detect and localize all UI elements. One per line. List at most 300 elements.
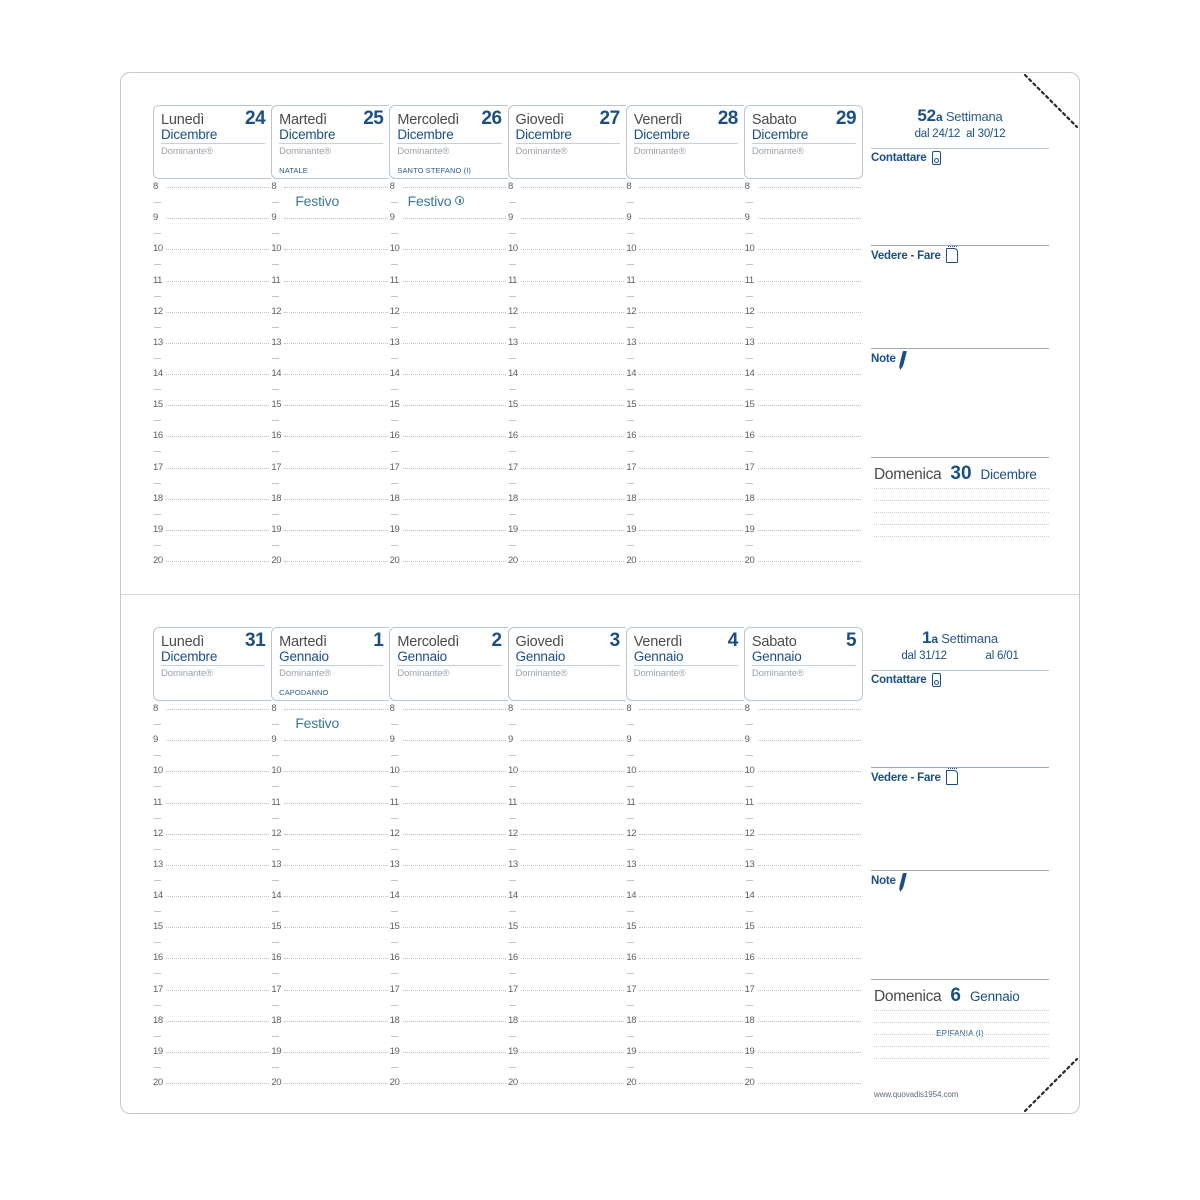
- hour-number: 14: [271, 890, 282, 901]
- hour-dotted-rule: [758, 740, 861, 741]
- hour-dotted-rule: [758, 896, 861, 897]
- hour-dotted-rule: [403, 990, 506, 991]
- week-number-suffix: a: [935, 110, 943, 124]
- hour-dotted-rule: [521, 1052, 624, 1053]
- hour-number: 14: [153, 890, 163, 901]
- hour-line-20: [271, 556, 387, 566]
- half-hour-tick: [391, 420, 398, 421]
- hour-dotted-rule: [403, 1021, 506, 1022]
- hour-column: [744, 181, 863, 566]
- half-hour-tick: [154, 202, 161, 203]
- day-header-martedì[interactable]: [271, 627, 389, 701]
- sunday-section[interactable]: [871, 458, 1049, 561]
- day-weekday-label: Mercoledì: [397, 112, 460, 128]
- hour-number: 14: [744, 890, 755, 901]
- half-hour-tick: [391, 514, 398, 515]
- vedere-fare-section[interactable]: [871, 768, 1049, 871]
- half-hour-tick: [746, 755, 753, 756]
- hour-line-11: [153, 276, 269, 286]
- half-hour-tick: [509, 973, 516, 974]
- hour-number: 18: [507, 1014, 518, 1026]
- hour-number: 12: [271, 305, 282, 317]
- half-hour-tick: [154, 514, 161, 515]
- hour-dotted-rule: [284, 927, 387, 928]
- hour-number: 12: [271, 827, 282, 839]
- hour-dotted-rule: [758, 468, 861, 469]
- half-hour-tick: [391, 451, 398, 452]
- hour-line-18: [390, 1016, 506, 1026]
- hour-number: 19: [153, 523, 163, 535]
- hour-line-16: [271, 431, 387, 441]
- hour-number: 13: [271, 336, 282, 348]
- hour-number: 17: [626, 461, 637, 473]
- hour-line-14: [508, 369, 624, 379]
- half-hour-tick: [272, 296, 279, 297]
- hour-line-9: [745, 735, 861, 745]
- half-hour-tick: [509, 755, 516, 756]
- sunday-rule-line: [874, 1058, 1049, 1059]
- hour-dotted-rule: [521, 436, 624, 437]
- hour-number: 13: [507, 336, 518, 348]
- hour-dotted-rule: [758, 374, 861, 375]
- half-hour-tick: [272, 973, 279, 974]
- half-hour-tick: [627, 514, 634, 515]
- half-hour-tick: [154, 545, 161, 546]
- hour-dotted-rule: [284, 1052, 387, 1053]
- hour-line-9: [390, 213, 506, 223]
- hour-number: 14: [271, 368, 282, 379]
- moon-phase-icon: [455, 196, 464, 205]
- hour-line-13: [508, 860, 624, 870]
- sunday-rule-line: [874, 1010, 1049, 1011]
- hour-column: [271, 703, 389, 1088]
- hour-line-13: [153, 338, 269, 348]
- hour-line-17: [153, 985, 269, 995]
- half-hour-tick: [154, 755, 161, 756]
- hour-line-9: [153, 735, 269, 745]
- half-hour-tick: [391, 849, 398, 850]
- hour-number: 16: [626, 430, 637, 442]
- hour-line-12: [271, 307, 387, 317]
- half-hour-tick: [154, 264, 161, 265]
- hour-number: 17: [744, 461, 755, 473]
- hour-dotted-rule: [758, 218, 861, 219]
- hour-dotted-rule: [166, 771, 269, 772]
- hour-number: 9: [389, 212, 395, 224]
- week-title: [871, 627, 1049, 671]
- day-weekday-label: Giovedì: [515, 112, 565, 128]
- pen-icon: [899, 873, 907, 888]
- sunday-rule-line: [874, 1034, 1049, 1035]
- hour-dotted-rule: [166, 1052, 269, 1053]
- half-hour-tick: [272, 327, 279, 328]
- half-hour-tick: [154, 327, 161, 328]
- day-weekday-label: Martedì: [279, 634, 327, 650]
- hour-dotted-rule: [758, 187, 861, 188]
- half-hour-tick: [391, 911, 398, 912]
- hour-dotted-rule: [403, 436, 506, 437]
- hour-dotted-rule: [521, 927, 624, 928]
- hour-dotted-rule: [284, 436, 387, 437]
- day-number: 27: [599, 108, 620, 129]
- week-number: 52: [917, 106, 936, 125]
- half-hour-tick: [627, 1036, 634, 1037]
- notepad-icon: [946, 770, 958, 785]
- hour-line-14: [271, 369, 387, 379]
- hour-dotted-rule: [521, 499, 624, 500]
- hour-column: [507, 703, 626, 1088]
- hour-number: 14: [626, 368, 637, 379]
- hour-line-20: [508, 1078, 624, 1088]
- day-number: 24: [245, 108, 266, 129]
- hour-number: 11: [744, 796, 754, 808]
- half-hour-tick: [391, 973, 398, 974]
- half-hour-tick: [509, 514, 516, 515]
- hour-number: 20: [744, 1077, 755, 1088]
- day-header-martedì[interactable]: [271, 105, 389, 179]
- day-header-top-row: [161, 630, 267, 649]
- hour-number: 20: [389, 1077, 400, 1088]
- hour-number: 15: [389, 921, 400, 933]
- day-holiday-label: CAPODANNO: [279, 688, 329, 697]
- hour-line-11: [508, 276, 624, 286]
- hour-line-17: [271, 985, 387, 995]
- hour-number: 13: [744, 336, 755, 348]
- hour-line-18: [626, 1016, 742, 1026]
- hour-dotted-rule: [166, 468, 269, 469]
- hour-number: 13: [626, 336, 637, 348]
- hour-dotted-rule: [639, 927, 742, 928]
- hour-line-19: [745, 1047, 861, 1057]
- sunday-weekday-label: Domenica: [874, 988, 942, 1005]
- hour-line-12: [153, 307, 269, 317]
- half-hour-tick: [154, 451, 161, 452]
- half-hour-tick: [509, 880, 516, 881]
- hour-line-15: [508, 400, 624, 410]
- vedere-fare-section[interactable]: [871, 246, 1049, 349]
- hour-line-17: [745, 985, 861, 995]
- day-header-venerdì[interactable]: [626, 105, 744, 179]
- hour-dotted-rule: [521, 249, 624, 250]
- hour-line-16: [745, 431, 861, 441]
- hour-number: 8: [744, 181, 750, 192]
- hour-number: 16: [507, 430, 518, 442]
- hour-line-13: [745, 338, 861, 348]
- hour-number: 8: [389, 703, 395, 714]
- hour-number: 18: [389, 1014, 400, 1026]
- hour-number: 13: [744, 858, 755, 870]
- hour-dotted-rule: [284, 374, 387, 375]
- hour-number: 11: [507, 796, 518, 808]
- day-headers: [153, 627, 863, 701]
- hour-number: 8: [271, 181, 277, 192]
- contattare-section[interactable]: [871, 149, 1049, 246]
- hour-number: 13: [626, 858, 637, 870]
- day-header-lunedì[interactable]: [153, 627, 271, 701]
- contattare-section[interactable]: [871, 671, 1049, 768]
- hour-line-10: [508, 766, 624, 776]
- hour-line-19: [390, 525, 506, 535]
- hour-dotted-rule: [639, 740, 742, 741]
- day-dominante-label: Dominante®: [397, 668, 450, 679]
- day-dominante-label: Dominante®: [161, 668, 213, 679]
- hour-number: 19: [389, 523, 400, 535]
- festivo-text: Festivo: [407, 192, 452, 209]
- hour-line-10: [271, 766, 387, 776]
- hour-dotted-rule: [758, 865, 861, 866]
- hour-line-17: [626, 985, 742, 995]
- hour-line-14: [626, 891, 742, 901]
- half-hour-tick: [391, 264, 398, 265]
- week-range-to: al 6/01: [985, 650, 1019, 662]
- day-headers: [153, 105, 863, 179]
- half-hour-tick: [154, 818, 161, 819]
- week-range-from: dal 31/12: [901, 650, 947, 662]
- half-hour-tick: [627, 724, 634, 725]
- hour-line-15: [390, 922, 506, 932]
- hour-dotted-rule: [403, 803, 506, 804]
- sunday-holiday-label: EPIFANIA (I): [936, 1029, 984, 1038]
- hour-number: 19: [507, 1045, 518, 1057]
- hour-dotted-rule: [639, 865, 742, 866]
- hour-line-9: [271, 213, 387, 223]
- week-range-to: al 30/12: [966, 128, 1006, 140]
- hour-column: [153, 181, 271, 566]
- hour-line-17: [390, 985, 506, 995]
- hour-dotted-rule: [521, 740, 624, 741]
- hour-dotted-rule: [403, 927, 506, 928]
- half-hour-tick: [154, 1067, 161, 1068]
- half-hour-tick: [154, 420, 161, 421]
- hour-number: 10: [626, 243, 637, 255]
- contattare-section-label: [871, 149, 1049, 165]
- day-month-label: Dicembre: [279, 127, 383, 144]
- hour-dotted-rule: [166, 374, 269, 375]
- half-hour-tick: [154, 1036, 161, 1037]
- day-weekday-label: Sabato: [751, 634, 797, 650]
- hour-line-18: [153, 1016, 269, 1026]
- day-weekday-label: Sabato: [751, 112, 797, 128]
- hour-dotted-rule: [284, 990, 387, 991]
- hour-number: 18: [744, 492, 755, 504]
- hour-number: 15: [744, 921, 755, 933]
- note-section-text: Note: [871, 874, 896, 887]
- day-header-top-row: [516, 108, 622, 127]
- hour-number: 15: [153, 921, 163, 933]
- hour-line-14: [626, 369, 742, 379]
- day-month-label: Gennaio: [752, 649, 856, 666]
- half-hour-tick: [627, 1067, 634, 1068]
- half-hour-tick: [391, 389, 398, 390]
- hour-dotted-rule: [639, 990, 742, 991]
- half-hour-tick: [391, 202, 398, 203]
- vedere-fare-section-text: Vedere - Fare: [871, 249, 941, 262]
- half-hour-tick: [627, 849, 634, 850]
- hour-number: 13: [271, 858, 282, 870]
- hour-line-16: [390, 953, 506, 963]
- week-range-from: dal 24/12: [914, 128, 961, 140]
- sunday-rule-line: [874, 488, 1049, 489]
- half-hour-tick: [627, 327, 634, 328]
- day-header-top-row: [279, 108, 385, 127]
- hour-number: 16: [507, 952, 518, 964]
- hour-number: 19: [153, 1045, 163, 1057]
- half-hour-tick: [391, 1067, 398, 1068]
- hour-dotted-rule: [639, 771, 742, 772]
- half-hour-tick: [391, 1005, 398, 1006]
- day-header-mercoledì[interactable]: [389, 627, 507, 701]
- hour-dotted-rule: [284, 468, 387, 469]
- hour-number: 18: [271, 1014, 282, 1026]
- hour-line-12: [508, 829, 624, 839]
- hour-dotted-rule: [758, 436, 861, 437]
- hour-line-8: [508, 182, 624, 192]
- half-hour-tick: [627, 296, 634, 297]
- day-holiday-label: NATALE: [279, 166, 308, 175]
- hour-dotted-rule: [403, 343, 506, 344]
- hour-dotted-rule: [521, 374, 624, 375]
- hour-dotted-rule: [403, 249, 506, 250]
- hour-line-12: [271, 829, 387, 839]
- hour-dotted-rule: [166, 436, 269, 437]
- notepad-icon: [946, 248, 958, 263]
- day-header-sabato[interactable]: [744, 627, 863, 701]
- hour-number: 11: [271, 274, 281, 286]
- hour-number: 16: [626, 952, 637, 964]
- hour-line-20: [390, 1078, 506, 1088]
- hour-line-11: [390, 276, 506, 286]
- hour-dotted-rule: [639, 281, 742, 282]
- day-dominante-label: Dominante®: [279, 146, 332, 157]
- hour-dotted-rule: [403, 561, 506, 562]
- hour-line-14: [153, 369, 269, 379]
- hour-dotted-rule: [284, 312, 387, 313]
- half-hour-tick: [627, 1005, 634, 1006]
- hour-number: 15: [271, 399, 282, 411]
- hour-line-12: [745, 829, 861, 839]
- day-header-venerdì[interactable]: [626, 627, 744, 701]
- note-section[interactable]: [871, 871, 1049, 980]
- days-area: [153, 105, 863, 566]
- hour-dotted-rule: [521, 709, 624, 710]
- half-hour-tick: [272, 202, 279, 203]
- hour-line-18: [745, 494, 861, 504]
- half-hour-tick: [746, 514, 753, 515]
- day-weekday-label: Lunedì: [161, 634, 205, 650]
- note-section[interactable]: [871, 349, 1049, 458]
- hour-number: 15: [507, 399, 518, 411]
- hour-dotted-rule: [284, 834, 387, 835]
- week-sidebar: [863, 105, 1049, 561]
- hour-dotted-rule: [639, 436, 742, 437]
- day-month-label: Gennaio: [516, 649, 620, 666]
- half-hour-tick: [627, 483, 634, 484]
- hour-number: 8: [507, 181, 513, 192]
- hour-number: 16: [744, 430, 755, 442]
- hour-dotted-rule: [758, 1083, 861, 1084]
- day-header-top-row: [161, 108, 267, 127]
- day-header-mercoledì[interactable]: [389, 105, 507, 179]
- hour-number: 9: [153, 212, 158, 224]
- hour-number: 11: [626, 274, 636, 286]
- half-hour-tick: [509, 233, 516, 234]
- week-block-week-52: [121, 73, 1080, 593]
- hour-dotted-rule: [403, 312, 506, 313]
- hour-line-15: [153, 922, 269, 932]
- half-hour-tick: [154, 973, 161, 974]
- day-weekday-label: Venerdì: [633, 634, 683, 650]
- sunday-section[interactable]: [871, 980, 1049, 1099]
- hour-line-12: [626, 829, 742, 839]
- hour-number: 10: [271, 765, 282, 777]
- hour-dotted-rule: [521, 1083, 624, 1084]
- hour-line-12: [390, 307, 506, 317]
- hour-number: 11: [389, 274, 399, 286]
- hour-number: 9: [153, 734, 158, 746]
- hour-line-10: [508, 244, 624, 254]
- hour-line-17: [271, 463, 387, 473]
- half-hour-tick: [746, 849, 753, 850]
- half-hour-tick: [509, 911, 516, 912]
- hour-number: 12: [507, 827, 518, 839]
- hour-dotted-rule: [639, 803, 742, 804]
- hour-line-12: [508, 307, 624, 317]
- half-hour-tick: [391, 483, 398, 484]
- hour-dotted-rule: [758, 834, 861, 835]
- half-hour-tick: [746, 818, 753, 819]
- hour-number: 10: [744, 765, 755, 777]
- hour-line-18: [271, 1016, 387, 1026]
- day-header-giovedì[interactable]: [508, 627, 626, 701]
- hour-line-19: [153, 1047, 269, 1057]
- hour-line-9: [626, 735, 742, 745]
- hour-number: 12: [389, 305, 400, 317]
- half-hour-tick: [509, 358, 516, 359]
- day-number: 4: [727, 630, 738, 651]
- day-header-giovedì[interactable]: [508, 105, 626, 179]
- week-inner: [153, 105, 1049, 566]
- hour-dotted-rule: [284, 958, 387, 959]
- hour-dotted-rule: [758, 709, 861, 710]
- day-month-label: Dicembre: [516, 127, 620, 144]
- hour-number: 8: [626, 181, 632, 192]
- half-hour-tick: [627, 973, 634, 974]
- hour-number: 10: [507, 765, 518, 777]
- hour-line-19: [271, 525, 387, 535]
- hour-line-20: [390, 556, 506, 566]
- hour-dotted-rule: [521, 1021, 624, 1022]
- half-hour-tick: [272, 818, 279, 819]
- hour-dotted-rule: [166, 803, 269, 804]
- half-hour-tick: [272, 1005, 279, 1006]
- sunday-rule-line: [874, 1022, 1049, 1023]
- hour-dotted-rule: [639, 249, 742, 250]
- half-hour-tick: [391, 233, 398, 234]
- day-header-lunedì[interactable]: [153, 105, 271, 179]
- hour-number: 17: [271, 461, 282, 473]
- hour-number: 16: [389, 430, 400, 442]
- half-hour-tick: [746, 202, 753, 203]
- hour-line-17: [508, 463, 624, 473]
- day-header-sabato[interactable]: [744, 105, 863, 179]
- hour-dotted-rule: [284, 561, 387, 562]
- hour-number: 17: [389, 983, 400, 995]
- hour-dotted-rule: [521, 803, 624, 804]
- hour-number: 16: [389, 952, 400, 964]
- half-hour-tick: [627, 202, 634, 203]
- hour-line-17: [745, 463, 861, 473]
- hour-dotted-rule: [639, 834, 742, 835]
